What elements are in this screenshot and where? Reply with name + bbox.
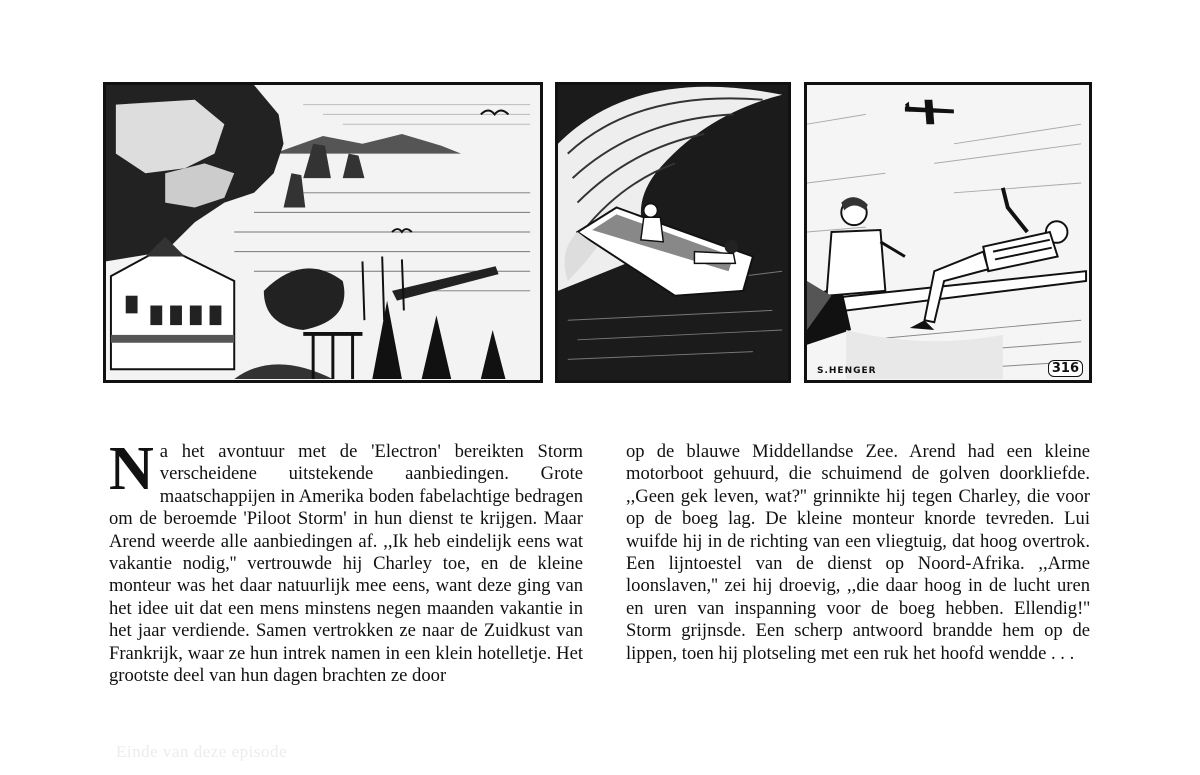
drop-cap: N [109, 435, 154, 503]
coast-illustration [106, 85, 540, 380]
right-column-text: op de blauwe Middellandse Zee. Arend had een kleine motorboot gehuurd, die schuimend de golven doorkliefde. ,,Geen gek leven, wat?'' grinnikte hij tegen Charley, die voor op de boeg lag. De kleine monteur knorde tevreden. Lui wuifde hij in de richting van een vliegtuig, dat hoog overtrok. Een lijntoestel van de dienst op Noord-Afrika. ,,Arme loonslaven,'' zei hij droevig, ,,die daar hoog in de lucht uren en uren van inspanning voor de boeg hebben. Ellendig!'' Storm grijnsde. Een scherp antwoord brandde hem op de lippen, toen hij plotseling met een ruk het hoofd wendde . . . [626, 441, 1090, 664]
strip-number: 316 [1048, 360, 1083, 377]
story-text-right-column [626, 441, 1090, 665]
story-text-left-column [109, 435, 583, 687]
comic-panel-coast [103, 82, 543, 383]
bleed-through-text: Einde van deze episode [116, 742, 288, 761]
comic-panel-airplane [804, 82, 1092, 383]
airplane-illustration [807, 85, 1089, 380]
motorboat-illustration [558, 85, 788, 380]
comic-panel-motorboat [555, 82, 791, 383]
left-column-text: a het avontuur met de 'Electron' bereikten Storm verscheidene uitstekende aanbiedingen. Grote maatschappijen in Amerika boden fabelachtige bedragen om de beroemde 'Piloot Storm' in hun dienst te krijgen. Maar Arend weerde alle aanbiedingen af. ,,Ik heb eindelijk eens wat vakantie nodig,'' vertrouwde hij Charley toe, en de kleine monteur was het daar natuurlijk mee eens, want deze ging van het idee uit dat een mens minstens negen maanden vakantie in het jaar verdiende. Samen vertrokken ze naar de Zuidkust van Frankrijk, waar ze hun intrek namen in een klein hotelletje. Het grootste deel van hun dagen brachten ze door [109, 441, 583, 687]
artist-signature: S.HENGER [817, 366, 877, 376]
